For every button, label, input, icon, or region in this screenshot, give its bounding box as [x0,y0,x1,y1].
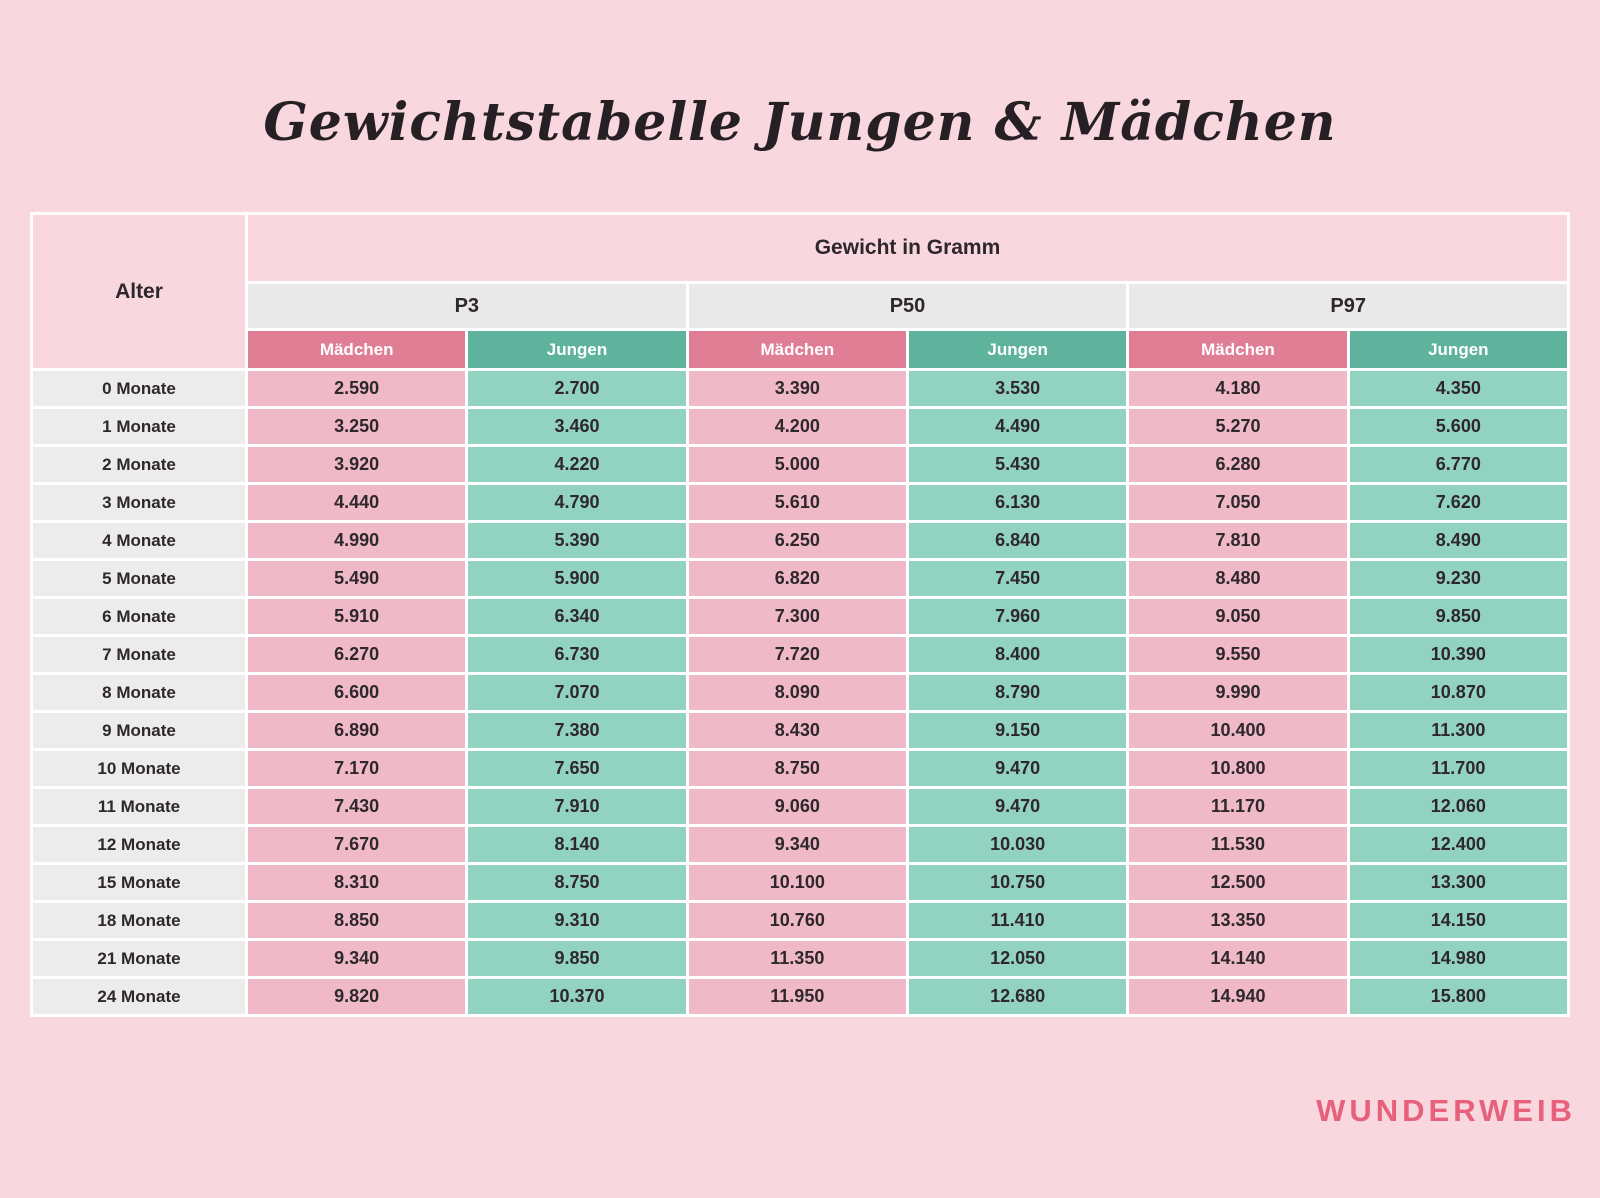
girls-value-cell: 7.050 [1129,485,1346,520]
boys-value-cell: 7.380 [468,713,685,748]
age-cell: 21 Monate [33,941,245,976]
boys-value-cell: 12.680 [909,979,1126,1014]
girls-value-cell: 4.200 [689,409,906,444]
age-cell: 3 Monate [33,485,245,520]
girls-value-cell: 6.270 [248,637,465,672]
girls-value-cell: 9.550 [1129,637,1346,672]
boys-header-p3: Jungen [468,331,685,368]
boys-value-cell: 8.400 [909,637,1126,672]
girls-value-cell: 4.440 [248,485,465,520]
girls-value-cell: 13.350 [1129,903,1346,938]
age-cell: 5 Monate [33,561,245,596]
girls-header-p50: Mädchen [689,331,906,368]
boys-value-cell: 13.300 [1350,865,1567,900]
age-column-header: Alter [33,215,245,368]
girls-value-cell: 8.310 [248,865,465,900]
girls-value-cell: 7.810 [1129,523,1346,558]
weight-group-header: Gewicht in Gramm [248,215,1567,281]
girls-value-cell: 6.250 [689,523,906,558]
girls-value-cell: 6.600 [248,675,465,710]
girls-value-cell: 2.590 [248,371,465,406]
boys-value-cell: 11.410 [909,903,1126,938]
boys-value-cell: 5.390 [468,523,685,558]
percentile-header-p3: P3 [248,284,686,328]
girls-value-cell: 11.350 [689,941,906,976]
boys-value-cell: 7.070 [468,675,685,710]
girls-value-cell: 3.390 [689,371,906,406]
boys-value-cell: 5.900 [468,561,685,596]
boys-value-cell: 9.150 [909,713,1126,748]
boys-value-cell: 4.220 [468,447,685,482]
boys-header-p50: Jungen [909,331,1126,368]
girls-value-cell: 5.610 [689,485,906,520]
boys-value-cell: 7.650 [468,751,685,786]
girls-value-cell: 7.720 [689,637,906,672]
girls-value-cell: 3.920 [248,447,465,482]
age-cell: 0 Monate [33,371,245,406]
boys-value-cell: 7.910 [468,789,685,824]
age-cell: 24 Monate [33,979,245,1014]
boys-value-cell: 9.850 [468,941,685,976]
boys-value-cell: 6.730 [468,637,685,672]
age-cell: 7 Monate [33,637,245,672]
boys-value-cell: 4.350 [1350,371,1567,406]
boys-value-cell: 8.750 [468,865,685,900]
boys-value-cell: 10.750 [909,865,1126,900]
age-cell: 15 Monate [33,865,245,900]
boys-value-cell: 14.150 [1350,903,1567,938]
boys-value-cell: 6.840 [909,523,1126,558]
age-cell: 2 Monate [33,447,245,482]
girls-value-cell: 9.050 [1129,599,1346,634]
girls-value-cell: 11.170 [1129,789,1346,824]
boys-value-cell: 2.700 [468,371,685,406]
girls-value-cell: 9.060 [689,789,906,824]
age-cell: 10 Monate [33,751,245,786]
boys-value-cell: 12.060 [1350,789,1567,824]
girls-value-cell: 9.340 [248,941,465,976]
weight-table [30,212,1570,1017]
boys-value-cell: 8.490 [1350,523,1567,558]
age-cell: 8 Monate [33,675,245,710]
age-cell: 1 Monate [33,409,245,444]
boys-value-cell: 12.400 [1350,827,1567,862]
girls-value-cell: 7.670 [248,827,465,862]
girls-value-cell: 12.500 [1129,865,1346,900]
girls-value-cell: 10.800 [1129,751,1346,786]
girls-value-cell: 9.340 [689,827,906,862]
girls-value-cell: 5.000 [689,447,906,482]
girls-value-cell: 6.280 [1129,447,1346,482]
boys-value-cell: 3.460 [468,409,685,444]
girls-value-cell: 9.820 [248,979,465,1014]
girls-header-p97: Mädchen [1129,331,1346,368]
boys-value-cell: 6.340 [468,599,685,634]
boys-value-cell: 6.130 [909,485,1126,520]
boys-value-cell: 9.310 [468,903,685,938]
boys-value-cell: 7.620 [1350,485,1567,520]
boys-value-cell: 5.600 [1350,409,1567,444]
girls-value-cell: 4.180 [1129,371,1346,406]
boys-value-cell: 4.790 [468,485,685,520]
boys-value-cell: 5.430 [909,447,1126,482]
girls-value-cell: 5.910 [248,599,465,634]
boys-value-cell: 7.450 [909,561,1126,596]
boys-value-cell: 9.850 [1350,599,1567,634]
girls-value-cell: 14.140 [1129,941,1346,976]
boys-header-p97: Jungen [1350,331,1567,368]
weight-table-container [30,212,1570,1017]
age-cell: 12 Monate [33,827,245,862]
girls-value-cell: 5.490 [248,561,465,596]
girls-value-cell: 10.100 [689,865,906,900]
girls-value-cell: 6.890 [248,713,465,748]
girls-value-cell: 8.750 [689,751,906,786]
girls-value-cell: 14.940 [1129,979,1346,1014]
boys-value-cell: 12.050 [909,941,1126,976]
boys-value-cell: 7.960 [909,599,1126,634]
girls-value-cell: 11.530 [1129,827,1346,862]
girls-header-p3: Mädchen [248,331,465,368]
boys-value-cell: 8.790 [909,675,1126,710]
page-title: Gewichtstabelle Jungen & Mädchen [263,92,1337,153]
girls-value-cell: 8.090 [689,675,906,710]
percentile-header-p97: P97 [1129,284,1567,328]
boys-value-cell: 9.470 [909,751,1126,786]
girls-value-cell: 11.950 [689,979,906,1014]
age-cell: 18 Monate [33,903,245,938]
girls-value-cell: 7.170 [248,751,465,786]
boys-value-cell: 10.370 [468,979,685,1014]
boys-value-cell: 11.700 [1350,751,1567,786]
age-cell: 4 Monate [33,523,245,558]
boys-value-cell: 6.770 [1350,447,1567,482]
girls-value-cell: 4.990 [248,523,465,558]
girls-value-cell: 8.850 [248,903,465,938]
girls-value-cell: 5.270 [1129,409,1346,444]
boys-value-cell: 14.980 [1350,941,1567,976]
girls-value-cell: 6.820 [689,561,906,596]
girls-value-cell: 3.250 [248,409,465,444]
brand-logo: WUNDERWEIB [1316,1093,1576,1128]
girls-value-cell: 7.430 [248,789,465,824]
age-cell: 11 Monate [33,789,245,824]
age-cell: 9 Monate [33,713,245,748]
girls-value-cell: 8.480 [1129,561,1346,596]
boys-value-cell: 3.530 [909,371,1126,406]
girls-value-cell: 9.990 [1129,675,1346,710]
boys-value-cell: 11.300 [1350,713,1567,748]
boys-value-cell: 9.230 [1350,561,1567,596]
boys-value-cell: 10.870 [1350,675,1567,710]
boys-value-cell: 8.140 [468,827,685,862]
boys-value-cell: 4.490 [909,409,1126,444]
girls-value-cell: 7.300 [689,599,906,634]
girls-value-cell: 10.760 [689,903,906,938]
age-cell: 6 Monate [33,599,245,634]
boys-value-cell: 10.030 [909,827,1126,862]
boys-value-cell: 9.470 [909,789,1126,824]
percentile-header-p50: P50 [689,284,1127,328]
girls-value-cell: 8.430 [689,713,906,748]
girls-value-cell: 10.400 [1129,713,1346,748]
boys-value-cell: 15.800 [1350,979,1567,1014]
boys-value-cell: 10.390 [1350,637,1567,672]
